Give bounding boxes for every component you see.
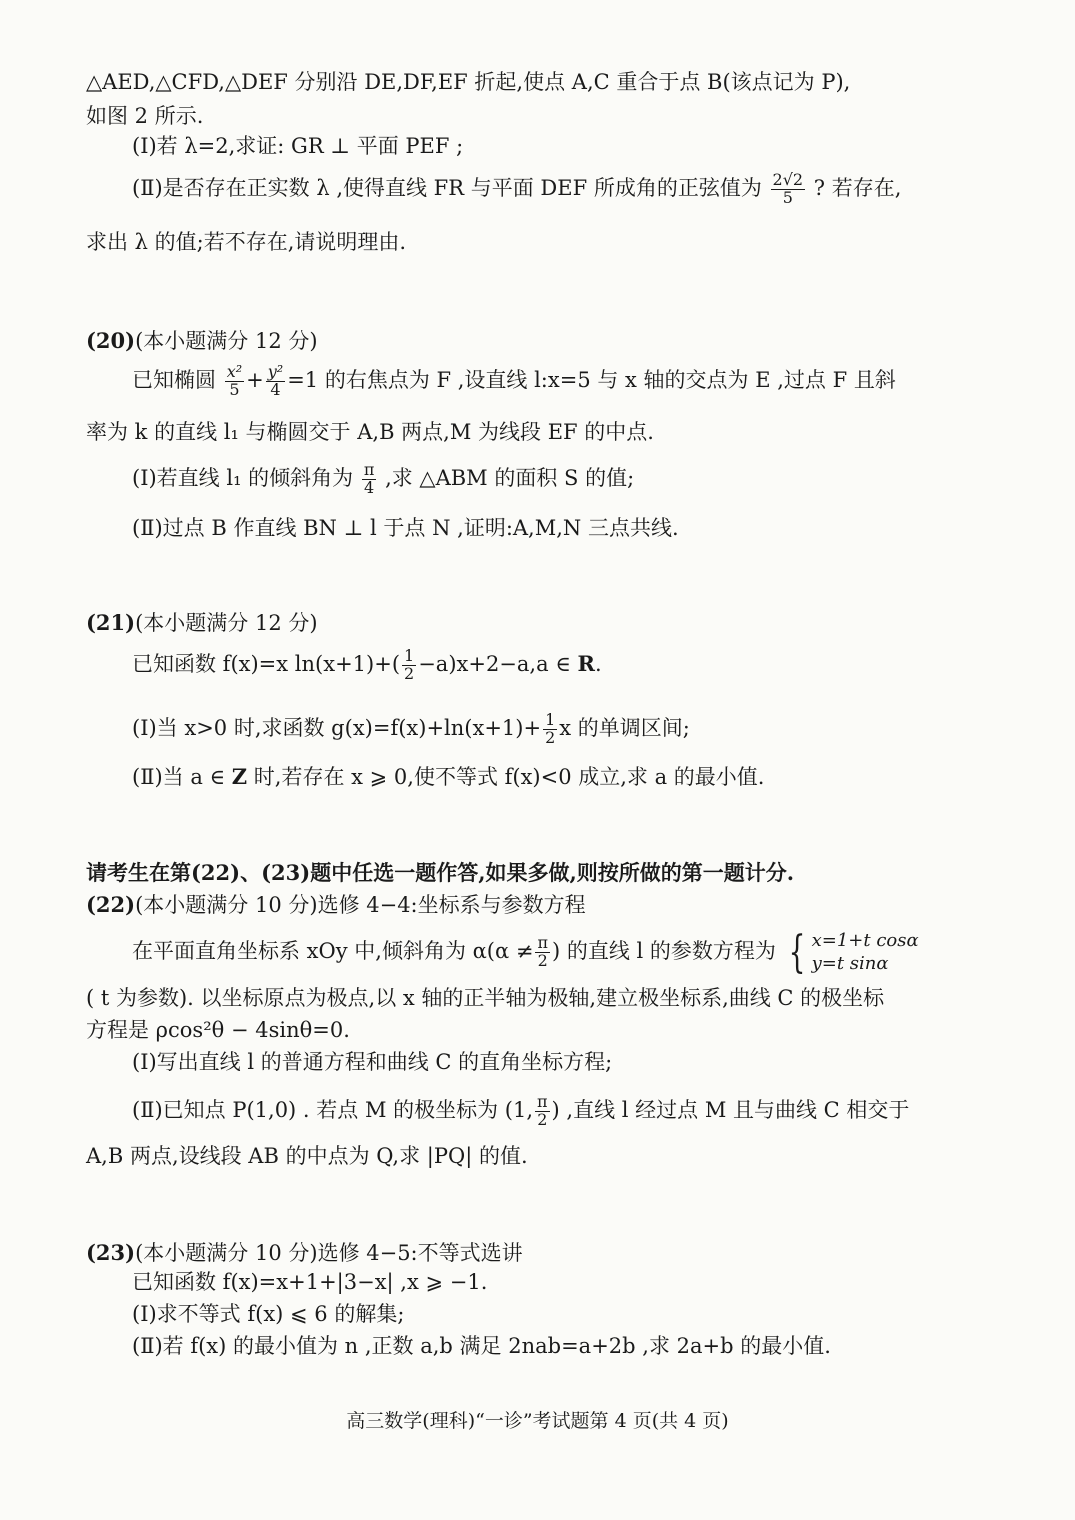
fraction-pi-over-2 — [535, 1094, 550, 1129]
integers-symbol: Z — [231, 764, 248, 789]
fraction-numerator: π — [363, 460, 375, 479]
problem19-part2-text: (Ⅱ)是否存在正实数 λ ,使得直线 FR 与平面 DEF 所成角的正弦值为 — [132, 175, 762, 200]
left-brace: { — [788, 926, 805, 978]
page-footer: 高三数学(理科)“一诊”考试题第 4 页(共 4 页) — [346, 1410, 729, 1432]
problem22-part2 — [132, 1094, 909, 1129]
problem23-stem: 已知函数 f(x)=x+1+|3−x| ,x ⩾ −1. — [132, 1270, 488, 1294]
problem19-continuation-line1: △AED,△CFD,△DEF 分别沿 DE,DF,EF 折起,使点 A,C 重合于点 B(该点记为 P), — [86, 70, 851, 94]
problem19-part2-tail: ? 若存在, — [813, 175, 902, 200]
fraction-numerator: x² — [226, 362, 243, 381]
fraction-denominator: 4 — [270, 379, 281, 399]
problem19-part2-line2: 求出 λ 的值;若不存在,请说明理由. — [86, 230, 407, 254]
fraction-y2-over-4 — [266, 364, 285, 399]
problem19-part1: (Ⅰ)若 λ=2,求证: GR ⊥ 平面 PEF ; — [132, 134, 464, 158]
fraction-denominator: 2 — [537, 1109, 548, 1129]
problem-score: (本小题满分 10 分)选修 4−4:坐标系与参数方程 — [135, 893, 586, 917]
part-text: (Ⅰ)当 x>0 时,求函数 g(x)=f(x)+ln(x+1)+ — [132, 715, 542, 740]
part-text-tail: ) ,直线 l 经过点 M 且与曲线 C 相交于 — [551, 1097, 910, 1122]
stem-text: 已知椭圆 — [132, 367, 216, 392]
fraction-denominator: 2 — [537, 951, 548, 970]
fraction-1-over-2 — [402, 648, 416, 683]
fraction-numerator: 1 — [545, 710, 556, 729]
problem19-part2 — [132, 172, 901, 207]
fraction-numerator: 1 — [404, 646, 415, 665]
problem21-part1 — [132, 712, 690, 747]
stem-text-end: . — [594, 651, 602, 676]
problem21-header — [86, 610, 318, 636]
problem20-header — [86, 328, 318, 354]
stem-text: 在平面直角坐标系 xOy 中,倾斜角为 α(α ≠ — [132, 939, 534, 963]
problem20-stem-line2: 率为 k 的直线 l₁ 与椭圆交于 A,B 两点,M 为线段 EF 的中点. — [86, 420, 654, 444]
problem-score: (本小题满分 12 分) — [135, 329, 318, 353]
problem22-part2-line2: A,B 两点,设线段 AB 的中点为 Q,求 |PQ| 的值. — [86, 1144, 528, 1168]
fraction-denominator: 2 — [404, 663, 415, 683]
problem-number: (22) — [86, 892, 136, 917]
equation-y: y=t sinα — [811, 952, 889, 974]
equation-rows — [812, 930, 919, 975]
part-text-tail: x 的单调区间; — [559, 715, 690, 740]
fraction-denominator: 5 — [229, 379, 240, 399]
fraction-numerator: π — [537, 1092, 548, 1111]
problem23-part1: (Ⅰ)求不等式 f(x) ⩽ 6 的解集; — [132, 1302, 405, 1326]
fraction-numerator: 2√2 — [772, 170, 804, 189]
problem20-stem — [132, 364, 896, 399]
problem23-part2: (Ⅱ)若 f(x) 的最小值为 n ,正数 a,b 满足 2nab=a+2b ,求 2a+b 的最小值. — [132, 1334, 831, 1358]
plus-sign: + — [246, 367, 264, 392]
problem21-stem — [132, 648, 602, 683]
part-text-tail: 时,若存在 x ⩾ 0,使不等式 f(x)<0 成立,求 a 的最小值. — [247, 765, 765, 789]
fraction-denominator: 2 — [545, 727, 556, 747]
part-text-tail: ,求 △ABM 的面积 S 的值; — [385, 465, 635, 490]
part-text: (Ⅱ)当 a ∈ — [132, 765, 232, 789]
problem22-stem — [132, 926, 919, 978]
part-text: (Ⅱ)已知点 P(1,0) . 若点 M 的极坐标为 (1, — [132, 1097, 534, 1122]
problem20-part1 — [132, 462, 634, 497]
problem-number: (20) — [86, 328, 136, 353]
problem-score: (本小题满分 12 分) — [135, 611, 318, 635]
problem20-part2: (Ⅱ)过点 B 作直线 BN ⊥ l 于点 N ,证明:A,M,N 三点共线. — [132, 516, 679, 540]
problem21-part2 — [132, 764, 764, 790]
problem-score: (本小题满分 10 分)选修 4−5:不等式选讲 — [135, 1241, 523, 1265]
stem-text-tail: =1 的右焦点为 F ,设直线 l:x=5 与 x 轴的交点为 E ,过点 F 且斜 — [287, 367, 896, 392]
stem-text-mid: ) 的直线 l 的参数方程为 — [551, 939, 776, 963]
fraction-x2-over-5 — [225, 364, 244, 399]
part-text: (Ⅰ)若直线 l₁ 的倾斜角为 — [132, 465, 354, 490]
problem22-stem-line3: 方程是 ρcos²θ − 4sinθ=0. — [86, 1018, 350, 1042]
problem-number: (21) — [86, 610, 136, 635]
problem22-header — [86, 892, 586, 918]
fraction-pi-over-4 — [362, 462, 377, 497]
real-numbers-symbol: R — [577, 650, 595, 676]
equation-x: x=1+t cosα — [811, 930, 919, 951]
stem-text-mid: −a)x+2−a,a ∈ — [418, 651, 578, 676]
fraction-denominator: 4 — [364, 477, 375, 497]
fraction-2root2-over-5 — [771, 172, 806, 207]
problem22-part1: (Ⅰ)写出直线 l 的普通方程和曲线 C 的直角坐标方程; — [132, 1050, 613, 1074]
problem-number: (23) — [86, 1240, 136, 1265]
fraction-numerator: π — [537, 933, 548, 953]
problem22-stem-line2: ( t 为参数). 以坐标原点为极点,以 x 轴的正半轴为极轴,建立极坐标系,曲线 C 的极坐标 — [86, 986, 885, 1010]
fraction-1-over-2 — [543, 712, 557, 747]
problem23-header — [86, 1240, 523, 1266]
problem19-continuation-line2: 如图 2 所示. — [86, 104, 204, 128]
choice-instruction: 请考生在第(22)、(23)题中任选一题作答,如果多做,则按所做的第一题计分. — [86, 860, 795, 885]
fraction-numerator: y² — [267, 362, 284, 381]
fraction-pi-over-2 — [535, 935, 550, 970]
stem-text: 已知函数 f(x)=x ln(x+1)+( — [132, 651, 401, 676]
parametric-equation-system — [783, 926, 919, 978]
fraction-denominator: 5 — [782, 187, 793, 207]
